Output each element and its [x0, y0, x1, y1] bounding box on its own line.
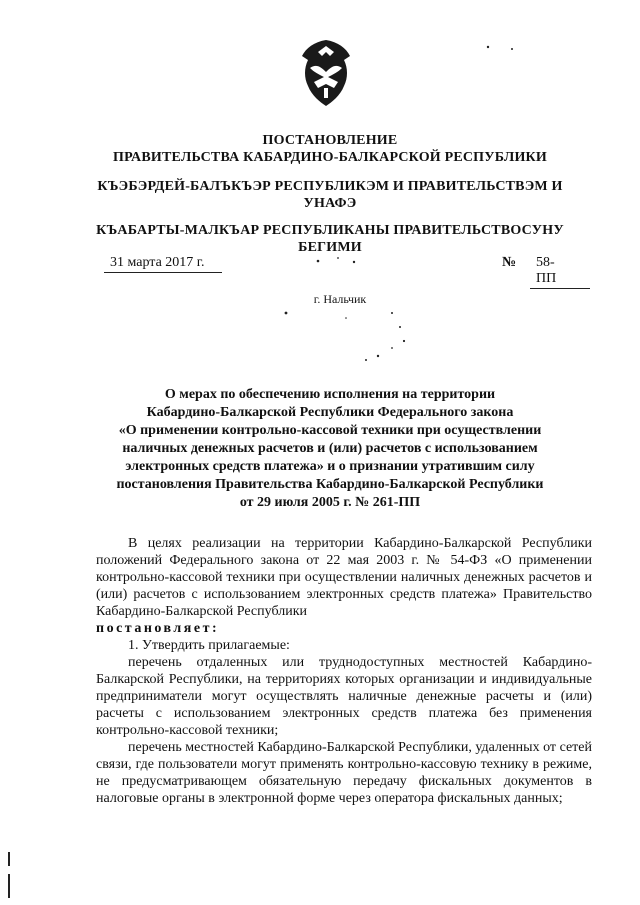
title-line: «О применении контрольно-кассовой техники при осуществлении: [118, 423, 542, 438]
title-line: постановления Правительства Кабардино-Балкарской Республики: [116, 477, 544, 492]
title-line: О мерах по обеспечению исполнения на территории: [164, 387, 496, 402]
city-name: г. Нальчик: [313, 292, 367, 306]
margin-mark: [8, 874, 10, 898]
margin-mark: [8, 852, 10, 866]
heading-line: БЕГИМИ: [298, 240, 362, 255]
preamble-text: В целях реализации на территории Кабардино-Балкарской Республики положений Федерального закона от 22 мая 2003 г. № 54-ФЗ «О применении контрольно-кассовой техники при осуществлении наличных денежных расчетов и (или) расчетов с использованием электронных средств платежа» Правительство Кабардино-Балкарской Республики: [96, 536, 592, 619]
body-paragraph: 1. Утвердить прилагаемые:: [128, 638, 290, 653]
resolution-word: постановляет:: [96, 621, 220, 636]
title-line: наличных денежных расчетов и (или) расчетов с использованием: [122, 441, 538, 456]
heading-line: ПОСТАНОВЛЕНИЕ: [262, 133, 398, 148]
decree-date: 31 марта 2017 г.: [104, 255, 222, 273]
body-paragraph: перечень отдаленных или труднодоступных местностей Кабардино-Балкарской Республики, на территориях которых организации и индивидуальные предприниматели могут осуществлять наличные денежные расчеты и (или) расчеты с использованием электронных средств платежа без применения контрольно-кассовой техники;: [96, 655, 592, 738]
heading-line: КЪАБАРТЫ-МАЛКЪАР РЕСПУБЛИКАНЫ ПРАВИТЕЛЬСТВОСУНУ: [96, 223, 564, 238]
heading-line: КЪЭБЭРДЕЙ-БАЛЪКЪЭР РЕСПУБЛИКЭМ И ПРАВИТЕЛЬСТВЭМ И: [97, 179, 563, 194]
body-paragraph: перечень местностей Кабардино-Балкарской Республики, удаленных от сетей связи, где пользователи могут применять контрольно-кассовую технику в режиме, не предусматривающем обязательную передачу фискальных документов в налоговые органы в электронной форме через оператора фискальных данных;: [96, 740, 592, 806]
title-line: электронных средств платежа» и о признании утратившим силу: [125, 459, 535, 474]
title-line: от 29 июля 2005 г. № 261-ПП: [239, 495, 421, 510]
title-line: Кабардино-Балкарской Республики Федерального закона: [146, 405, 514, 420]
decree-number: 58-ПП: [530, 255, 590, 289]
heading-line: ПРАВИТЕЛЬСТВА КАБАРДИНО-БАЛКАРСКОЙ РЕСПУБЛИКИ: [112, 150, 548, 165]
number-label: №: [502, 255, 517, 270]
heading-line: УНАФЭ: [303, 196, 357, 211]
